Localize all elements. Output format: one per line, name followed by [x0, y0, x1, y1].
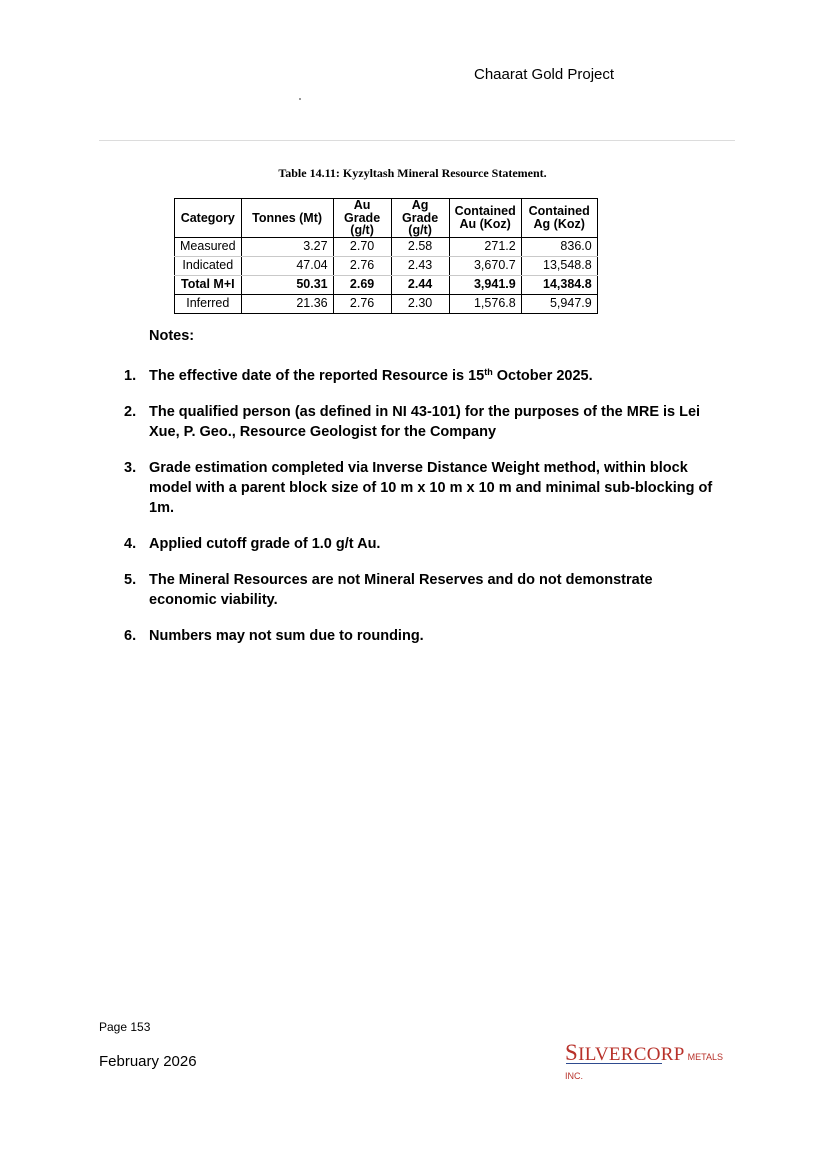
- cell-ag-grade: 2.58: [391, 237, 449, 256]
- note-text: Applied cutoff grade of 1.0 g/t Au.: [149, 536, 381, 552]
- silvercorp-logo: [565, 1040, 725, 1081]
- logo-wordmark: SILVERCORP: [565, 1040, 685, 1065]
- cell-tonnes: 3.27: [241, 237, 333, 256]
- cell-ag-grade: 2.43: [391, 256, 449, 275]
- cell-ag-grade: 2.44: [391, 275, 449, 294]
- note-item: [124, 570, 724, 610]
- page-number: Page 153: [99, 1020, 151, 1034]
- cell-contained-ag: 836.0: [521, 237, 597, 256]
- note-item: [124, 402, 724, 442]
- footer-date: February 2026: [99, 1053, 197, 1070]
- cell-contained-au: 3,670.7: [449, 256, 521, 275]
- col-header-au-grade: Au Grade (g/t): [333, 199, 391, 238]
- cell-tonnes: 21.36: [241, 294, 333, 313]
- resource-table: [174, 198, 598, 314]
- table-row: [175, 294, 598, 313]
- note-item: [124, 534, 724, 554]
- cell-contained-au: 1,576.8: [449, 294, 521, 313]
- table-caption: Table 14.11: Kyzyltash Mineral Resource Statement.: [278, 166, 547, 180]
- header-title: Chaarat Gold Project: [474, 66, 615, 83]
- note-text: The qualified person (as defined in NI 43-101) for the purposes of the MRE is Lei Xue, P. Geo., Resource Geologist for the Company: [149, 404, 701, 440]
- note-text: Numbers may not sum due to rounding.: [149, 628, 424, 644]
- logo-underline: [566, 1063, 662, 1064]
- cell-au-grade: 2.70: [333, 237, 391, 256]
- cell-category: Inferred: [175, 294, 242, 313]
- notes-heading: Notes:: [149, 328, 195, 344]
- cell-contained-au: 271.2: [449, 237, 521, 256]
- note-item: [124, 626, 724, 646]
- cell-ag-grade: 2.30: [391, 294, 449, 313]
- col-header-ag-grade: Ag Grade (g/t): [391, 199, 449, 238]
- note-number: 3.: [124, 460, 137, 476]
- cell-au-grade: 2.69: [333, 275, 391, 294]
- header-dot: [299, 98, 301, 100]
- note-number: 1.: [124, 368, 137, 384]
- note-text: Grade estimation completed via Inverse Distance Weight method, within block model with a parent block size of 10 m x 10 m x 10 m and minimal sub-blocking of 1m.: [149, 460, 713, 516]
- col-header-contained-au: Contained Au (Koz): [449, 199, 521, 238]
- col-header-contained-ag: Contained Ag (Koz): [521, 199, 597, 238]
- table-row: [175, 237, 598, 256]
- note-text: The Mineral Resources are not Mineral Reserves and do not demonstrate economic viability.: [149, 572, 653, 608]
- cell-tonnes: 50.31: [241, 275, 333, 294]
- cell-contained-ag: 14,384.8: [521, 275, 597, 294]
- cell-contained-ag: 13,548.8: [521, 256, 597, 275]
- notes-list: [124, 366, 724, 662]
- note-number: 2.: [124, 404, 137, 420]
- col-header-tonnes: Tonnes (Mt): [241, 199, 333, 238]
- cell-category: Measured: [175, 237, 242, 256]
- cell-tonnes: 47.04: [241, 256, 333, 275]
- note-number: 5.: [124, 572, 137, 588]
- cell-category: Indicated: [175, 256, 242, 275]
- cell-contained-au: 3,941.9: [449, 275, 521, 294]
- cell-contained-ag: 5,947.9: [521, 294, 597, 313]
- header-rule: [99, 140, 735, 141]
- note-item: [124, 458, 724, 518]
- cell-category: Total M+I: [175, 275, 242, 294]
- note-number: 4.: [124, 536, 137, 552]
- table-row-total: [175, 275, 598, 294]
- note-text: The effective date of the reported Resource is 15th October 2025.: [149, 367, 593, 384]
- table-row: [175, 256, 598, 275]
- col-header-category: Category: [175, 199, 242, 238]
- logo-subtitle: METALS INC.: [565, 1052, 723, 1081]
- note-item: [124, 366, 724, 386]
- cell-au-grade: 2.76: [333, 294, 391, 313]
- cell-au-grade: 2.76: [333, 256, 391, 275]
- note-number: 6.: [124, 628, 137, 644]
